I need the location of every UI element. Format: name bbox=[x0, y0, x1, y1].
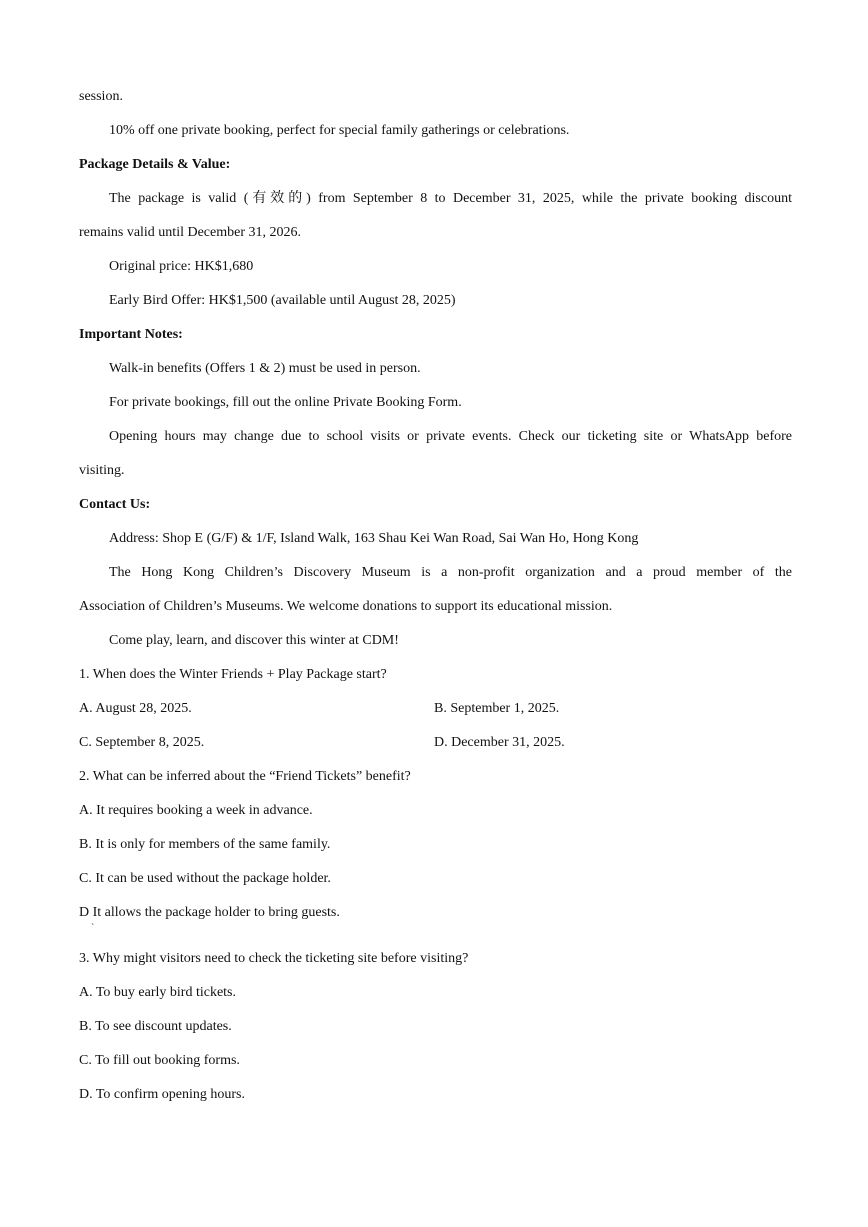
question-1-option-a: A. August 28, 2025. bbox=[79, 701, 192, 716]
question-2-option-d: D It allows the package holder to bring guests. bbox=[79, 905, 340, 920]
note-1: Walk-in benefits (Offers 1 & 2) must be used in person. bbox=[109, 361, 421, 376]
package-heading: Package Details & Value: bbox=[79, 157, 231, 172]
closing-line: Come play, learn, and discover this winter at CDM! bbox=[109, 633, 399, 648]
stray-mark: ` bbox=[91, 923, 95, 934]
validity-line-1: The package is valid (有效的) from September 8 to December 31, 2025, while the private booking discount bbox=[109, 191, 792, 206]
about-line-1: The Hong Kong Children’s Discovery Museum is a non-profit organization and a proud member of the bbox=[109, 565, 792, 580]
question-3-option-b: B. To see discount updates. bbox=[79, 1019, 232, 1034]
about-line-2: Association of Children’s Museums. We welcome donations to support its educational mission. bbox=[79, 599, 613, 614]
notes-heading: Important Notes: bbox=[79, 327, 183, 342]
question-3-stem: 3. Why might visitors need to check the ticketing site before visiting? bbox=[79, 951, 469, 966]
document-page bbox=[79, 83, 792, 1115]
stray-mark-line bbox=[79, 923, 792, 945]
question-3-option-c: C. To fill out booking forms. bbox=[79, 1053, 240, 1068]
validity-line-2: remains valid until December 31, 2026. bbox=[79, 225, 301, 240]
note-3-line-2: visiting. bbox=[79, 463, 125, 478]
original-price: Original price: HK$1,680 bbox=[109, 259, 254, 274]
address: Address: Shop E (G/F) & 1/F, Island Walk, 163 Shau Kei Wan Road, Sai Wan Ho, Hong Kong bbox=[109, 531, 639, 546]
question-1-option-b: B. September 1, 2025. bbox=[434, 701, 560, 716]
intro-tail: session. bbox=[79, 89, 123, 104]
question-1-option-d: D. December 31, 2025. bbox=[434, 735, 565, 750]
question-3-option-a: A. To buy early bird tickets. bbox=[79, 985, 237, 1000]
question-1-options-row-2 bbox=[79, 729, 792, 763]
note-3-line-1: Opening hours may change due to school visits or private events. Check our ticketing site or WhatsApp before bbox=[109, 429, 792, 444]
question-2-option-c: C. It can be used without the package holder. bbox=[79, 871, 331, 886]
question-2-option-b: B. It is only for members of the same family. bbox=[79, 837, 331, 852]
question-1-option-c: C. September 8, 2025. bbox=[79, 735, 205, 750]
early-bird-offer: Early Bird Offer: HK$1,500 (available until August 28, 2025) bbox=[109, 293, 456, 308]
note-2: For private bookings, fill out the online Private Booking Form. bbox=[109, 395, 462, 410]
question-2-stem: 2. What can be inferred about the “Friend Tickets” benefit? bbox=[79, 769, 411, 784]
question-1-stem: 1. When does the Winter Friends + Play Package start? bbox=[79, 667, 387, 682]
question-1-options-row-1 bbox=[79, 695, 792, 729]
question-2-option-a: A. It requires booking a week in advance. bbox=[79, 803, 313, 818]
offer-3: 10% off one private booking, perfect for special family gatherings or celebrations. bbox=[109, 123, 570, 138]
contact-heading: Contact Us: bbox=[79, 497, 151, 512]
question-3-option-d: D. To confirm opening hours. bbox=[79, 1087, 245, 1102]
